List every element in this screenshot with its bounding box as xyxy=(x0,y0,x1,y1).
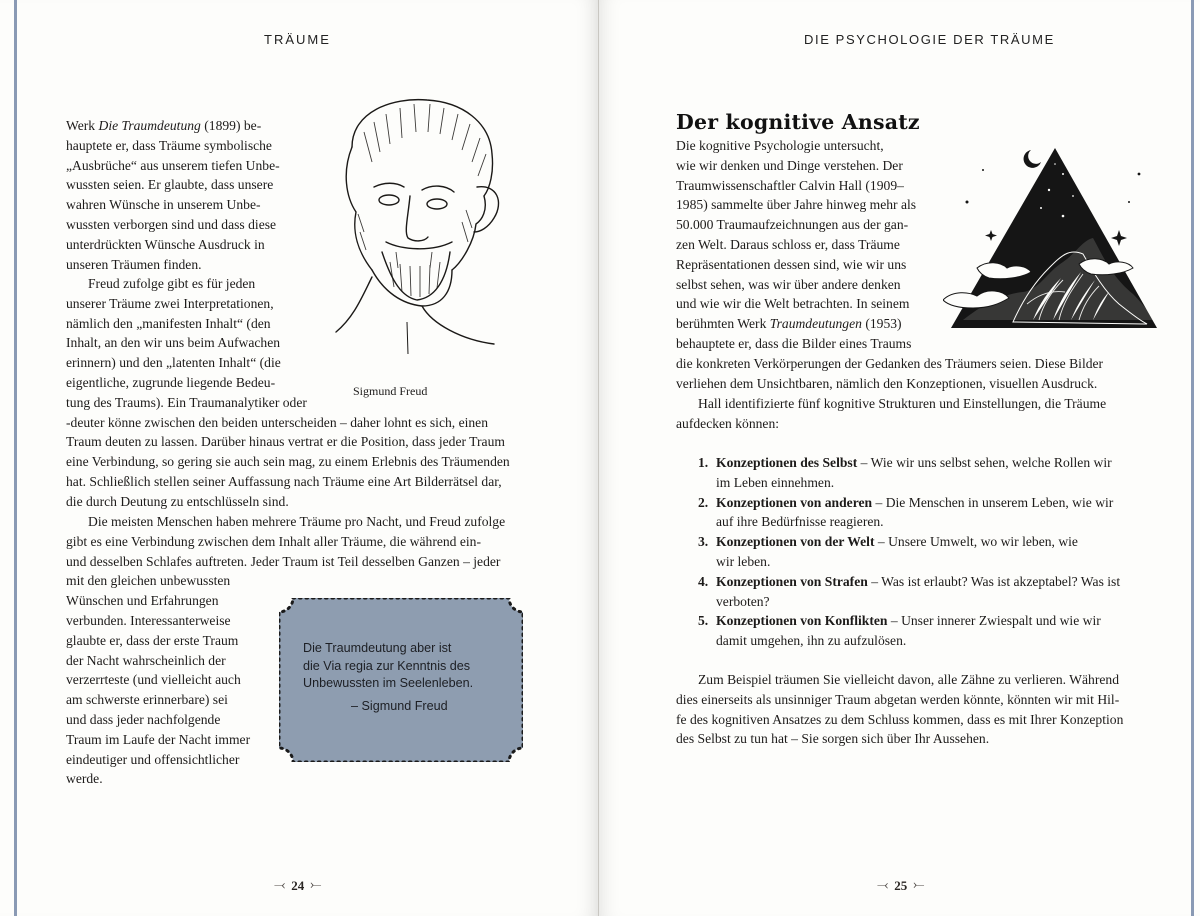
text-line: eigentliche, zugrunde liegende Bedeu- xyxy=(66,374,276,390)
text-line: behauptete er, dass die Bilder eines Traums xyxy=(676,335,912,351)
text-line: fe des kognitiven Ansatzes zu dem Schluss kommen, dass es mit Ihrer Konzeption xyxy=(676,711,1124,727)
list-item: 2. Konzeptionen von anderen – Die Menschen in unserem Leben, wie wir auf ihre Bedürfnisse reagieren. xyxy=(698,494,1114,530)
text-line: Die meisten Menschen haben mehrere Träume pro Nacht, und Freud zufolge xyxy=(88,514,506,529)
text-line: Freud zufolge gibt es für jeden xyxy=(88,276,256,291)
text-line: aufdecken können: xyxy=(676,415,780,431)
text-line: und wie wir die Welt betrachten. In seinem xyxy=(676,296,910,312)
text-line: unseren Träumen finden. xyxy=(66,256,202,272)
text-line: „Ausbrüche“ aus unserem tiefen Unbe- xyxy=(66,157,280,173)
text-line: verzerrteste (und vielleicht auch xyxy=(66,672,241,688)
text-line: Repräsentationen dessen sind, wie wir uns xyxy=(676,256,907,272)
page-edge-left xyxy=(14,0,17,916)
text-line: Traum deuten zu lassen. Darüber hinaus vertrat er die Position, dass jeder Traum xyxy=(66,434,505,450)
folio-ornament-left-icon: ⤙ xyxy=(877,878,889,893)
text-line: Zum Beispiel träumen Sie vielleicht davon, alle Zähne zu verlieren. Während xyxy=(698,672,1120,687)
text-line: eindeutiger und offensichtlicher xyxy=(66,751,240,767)
text-line: 1985) sammelte über Jahre hinweg mehr als xyxy=(676,197,917,213)
text-line: Wünschen und Erfahrungen xyxy=(66,593,219,609)
text-line: Hall identifizierte fünf kognitive Strukturen und Einstellungen, die Träume xyxy=(698,396,1107,411)
text-line: und desselben Schlafes auftreten. Jeder Traum ist Teil desselben Ganzen – jeder xyxy=(66,553,501,569)
quote-line: die Via regia zur Kenntnis des xyxy=(303,658,471,673)
text-line: Inhalt, an den wir uns beim Aufwachen xyxy=(66,335,281,351)
section-heading: Der kognitive Ansatz xyxy=(676,110,920,134)
text-line: verbunden. Interessanterweise xyxy=(66,612,231,628)
page-number-right xyxy=(877,878,924,894)
text-line: hauptete er, dass Träume symbolische xyxy=(66,137,272,153)
quote-line: Unbewussten im Seelenleben. xyxy=(303,676,474,690)
text-line: tung des Traums). Ein Traumanalytiker oder xyxy=(66,394,307,410)
folio-number: 25 xyxy=(894,878,908,893)
text-line: des Selbst zu tun hat – Sie sorgen sich über Ihr Aussehen. xyxy=(676,731,990,747)
text-line: hat. Schließlich stellen seiner Auffassung nach Träume eine Art Bilderrätsel dar, xyxy=(66,473,502,489)
page-number-left xyxy=(274,878,321,894)
portrait-caption: Sigmund Freud xyxy=(353,384,428,398)
list-item: 4. Konzeptionen von Strafen – Was ist erlaubt? Was ist akzeptabel? Was ist verboten? xyxy=(698,573,1121,609)
quote-box xyxy=(279,598,523,762)
cognitive-structures-list xyxy=(676,453,1156,651)
text-line: Traum im Laufe der Nacht immer xyxy=(66,731,251,747)
text-line: wussten verborgen sind und dass diese xyxy=(66,216,277,232)
running-head-right: DIE PSYCHOLOGIE DER TRÄUME xyxy=(804,32,1055,47)
left-page xyxy=(0,0,599,916)
text-line: unterdrückten Wünsche Ausdruck in xyxy=(66,236,265,252)
page-edge-right xyxy=(1191,0,1194,916)
text-line: eine Verbindung, so gering sie auch sein mag, zu einem Erlebnis des Träumenden xyxy=(66,454,510,470)
text-line: Die kognitive Psychologie untersucht, xyxy=(676,138,884,153)
text-line: der Nacht wahrscheinlich der xyxy=(66,652,226,668)
folio-ornament-right-icon: ⤚ xyxy=(913,878,925,893)
left-paragraph-1 xyxy=(66,116,316,274)
text-line: Traumwissenschaftler Calvin Hall (1909– xyxy=(676,177,904,193)
text-line: nämlich den „manifesten Inhalt“ (den xyxy=(66,315,271,331)
text-line: 50.000 Traumaufzeichnungen aus der gan- xyxy=(676,217,909,233)
folio-number: 24 xyxy=(291,878,305,893)
text-line: werde. xyxy=(66,771,103,787)
list-item: 1. Konzeptionen des Selbst – Wie wir uns selbst sehen, welche Rollen wir im Leben einnehmen. xyxy=(698,455,1112,490)
text-line: gibt es eine Verbindung zwischen dem Inhalt aller Träume, die während ein- xyxy=(66,533,481,549)
text-line: Werk Die Traumdeutung (1899) be- xyxy=(66,118,262,133)
text-line: wie wir denken und Dinge verstehen. Der xyxy=(676,157,903,173)
text-line: wussten seien. Er glaubte, dass unsere xyxy=(66,177,274,193)
text-line: erinnern) und den „latenten Inhalt“ (die xyxy=(66,355,281,371)
text-line: selbst sehen, was wir über andere denken xyxy=(676,276,901,292)
text-line: glaubte er, dass der erste Traum xyxy=(66,632,239,648)
right-page xyxy=(599,0,1200,916)
quote-attribution: – Sigmund Freud xyxy=(351,698,448,713)
quote-text xyxy=(303,640,509,715)
text-line: -deuter könne zwischen den beiden unterscheiden – daher lohnt es sich, einen xyxy=(66,414,489,430)
running-head-left: TRÄUME xyxy=(264,32,331,47)
quote-line: Die Traumdeutung aber ist xyxy=(303,641,452,655)
text-line: unserer Träume zwei Interpretationen, xyxy=(66,295,274,311)
list-item: 5. Konzeptionen von Konflikten – Unser innerer Zwiespalt und wie wir damit umgehen, ihn zu aufzulösen. xyxy=(698,613,1101,649)
text-line: mit den gleichen unbewussten xyxy=(66,573,231,589)
text-line: am schwerste erinnerbare) sei xyxy=(66,692,228,708)
list-item: 3. Konzeptionen von der Welt – Unsere Umwelt, wo wir leben, wie wir leben. xyxy=(698,534,1078,569)
right-paragraph-2 xyxy=(676,394,1156,434)
right-paragraph-3 xyxy=(676,670,1156,749)
text-line: verliehen dem Unsichtbaren, nämlich den Konzeptionen, visuellen Ausdruck. xyxy=(676,375,1098,391)
left-paragraph-2 xyxy=(66,274,526,512)
text-line: die konkreten Verkörperungen der Gedanken des Träumers seien. Diese Bilder xyxy=(676,355,1104,371)
right-paragraph-1 xyxy=(676,136,1146,393)
text-line: dies einerseits als unsinniger Traum abgetan werden könnte, könnten wir mit Hil- xyxy=(676,691,1120,707)
text-line: wahren Wünsche in unserem Unbe- xyxy=(66,197,261,213)
text-line: und dass jeder nachfolgende xyxy=(66,711,221,727)
folio-ornament-right-icon: ⤚ xyxy=(310,878,322,893)
text-line: berühmten Werk Traumdeutungen (1953) xyxy=(676,316,902,332)
text-line: die durch Deutung zu entschlüsseln sind. xyxy=(66,493,289,509)
text-line: zen Welt. Daraus schloss er, dass Träume xyxy=(676,236,900,252)
folio-ornament-left-icon: ⤙ xyxy=(274,878,286,893)
